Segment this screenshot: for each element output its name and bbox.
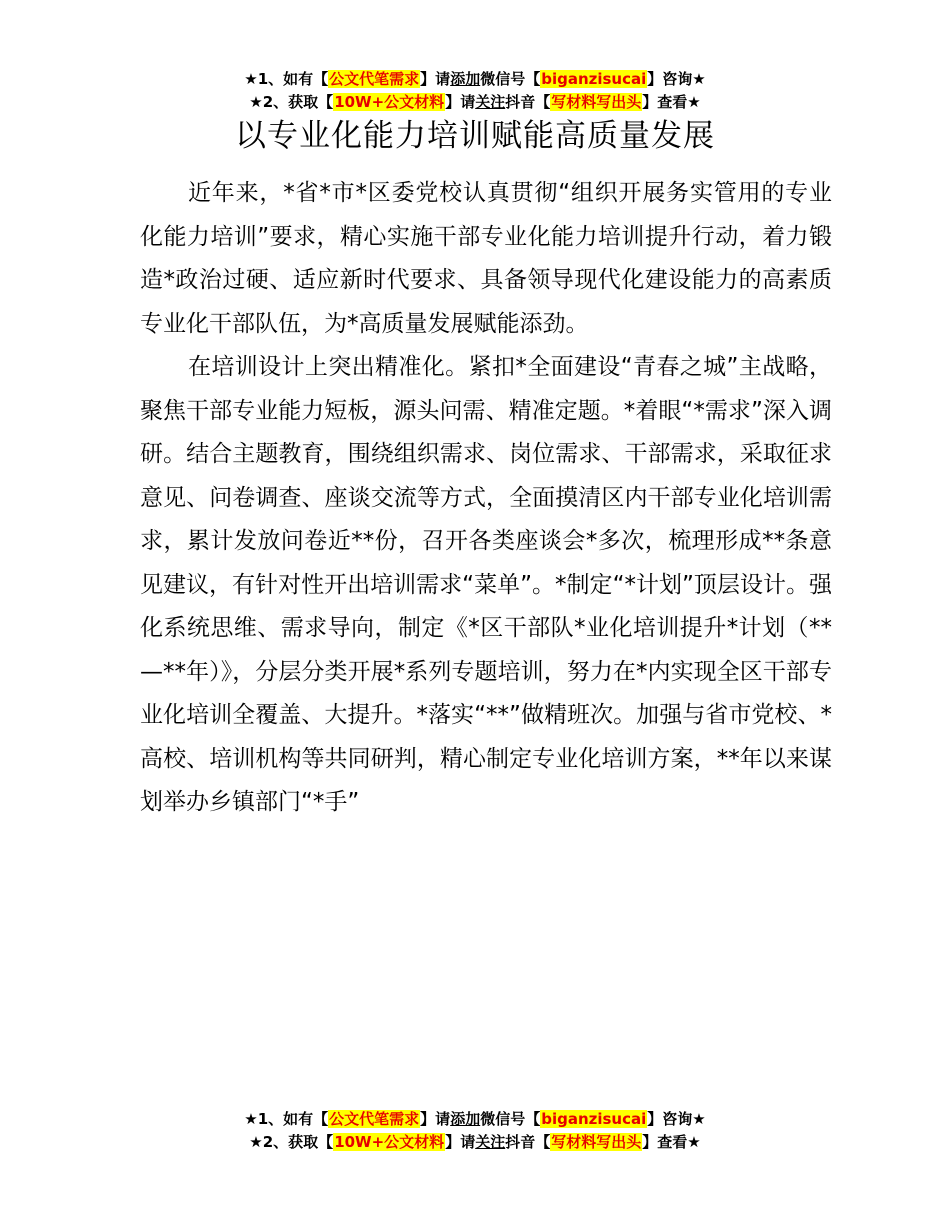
promo-text: 】请 bbox=[445, 1133, 476, 1151]
promo-banner-top bbox=[0, 68, 950, 114]
promo-text: 】请 bbox=[420, 1110, 451, 1128]
promo-text: 】请 bbox=[445, 93, 476, 111]
promo-underlined: 添加 bbox=[450, 70, 481, 88]
promo-text: 】请 bbox=[420, 70, 451, 88]
promo-highlight: 公文代笔需求 bbox=[329, 1110, 420, 1128]
paragraph-intro: 近年来，*省*市*区委党校认真贯彻“组织开展务实管用的专业化能力培训”要求，精心实施干部专业化能力培训提升行动，着力锻造*政治过硬、适应新时代要求、具备领导现代化建设能力的高素质专业化干部队伍，为*高质量发展赋能添劲。 bbox=[140, 180, 832, 337]
promo-prefix: ★2、获取【 bbox=[249, 1133, 334, 1151]
promo-text: 抖音【 bbox=[505, 93, 551, 111]
promo-underlined: 关注 bbox=[475, 93, 506, 111]
promo-line-1 bbox=[0, 68, 950, 91]
promo-suffix: 】查看★ bbox=[642, 1133, 701, 1151]
paragraph-training-design: 在培训设计上突出精准化。紧扣*全面建设“青春之城”主战略，聚焦干部专业能力短板，源头问需、精准定题。*着眼“*需求”深入调研。结合主题教育，围绕组织需求、岗位需求、干部需求，采取征求意见、问卷调查、座谈交流等方式，全面摸清区内干部专业化培训需求，累计发放问卷近**份，召开各类座谈会*多次，梳理形成**条意见建议，有针对性开出培训需求“菜单”。*制定“*计划”顶层设计。强化系统思维、需求导向，制定《*区干部队*业化培训提升*计划（**—**年）》，分层分类开展*系列专题培训，努力在*内实现全区干部专业化培训全覆盖、大提升。*落实“**”做精班次。加强与省市党校、*高校、培训机构等共同研判，精心制定专业化培训方案，**年以来谋划举办乡镇部门“*手” bbox=[140, 354, 832, 815]
promo-underlined: 关注 bbox=[475, 1133, 506, 1151]
promo-prefix: ★1、如有【 bbox=[244, 1110, 329, 1128]
promo-prefix: ★2、获取【 bbox=[249, 93, 334, 111]
document-title: 以专业化能力培训赋能高质量发展 bbox=[235, 118, 715, 154]
promo-line-2 bbox=[0, 91, 950, 114]
promo-douyin-name: 写材料写出头 bbox=[551, 1133, 642, 1151]
promo-highlight: 10W+公文材料 bbox=[334, 1133, 445, 1151]
promo-wechat-id: biganzisucai bbox=[541, 70, 647, 88]
promo-suffix: 】咨询★ bbox=[647, 1110, 706, 1128]
promo-suffix: 】查看★ bbox=[642, 93, 701, 111]
promo-prefix: ★1、如有【 bbox=[244, 70, 329, 88]
promo-suffix: 】咨询★ bbox=[647, 70, 706, 88]
promo-text: 微信号【 bbox=[480, 70, 541, 88]
promo-text: 抖音【 bbox=[505, 1133, 551, 1151]
promo-highlight: 公文代笔需求 bbox=[329, 70, 420, 88]
document-body bbox=[140, 172, 832, 825]
promo-text: 微信号【 bbox=[480, 1110, 541, 1128]
promo-douyin-name: 写材料写出头 bbox=[551, 93, 642, 111]
promo-line-2 bbox=[0, 1131, 950, 1154]
promo-line-1 bbox=[0, 1108, 950, 1131]
promo-banner-bottom bbox=[0, 1108, 950, 1154]
promo-underlined: 添加 bbox=[450, 1110, 481, 1128]
promo-wechat-id: biganzisucai bbox=[541, 1110, 647, 1128]
promo-highlight: 10W+公文材料 bbox=[334, 93, 445, 111]
